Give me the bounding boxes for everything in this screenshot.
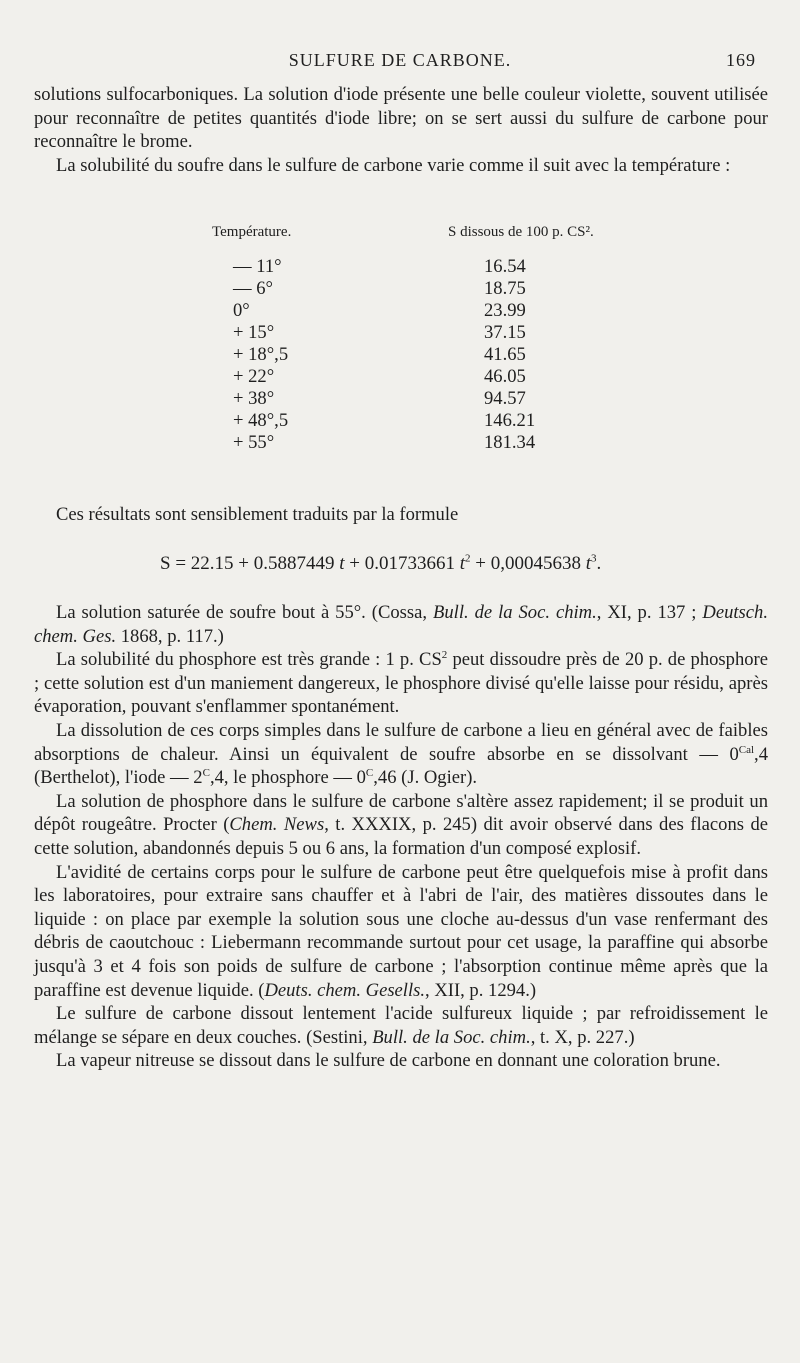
temperature-cell: + 38° [233, 388, 275, 409]
formula-variable: t [459, 553, 466, 574]
temperature-cell: + 48°,5 [233, 410, 289, 431]
paragraph-absorption-use: L'avidité de certains corps pour le sulfure de carbone peut être quelquefois mise à profit dans les laboratoires, pour extraire sans chauffer et à l'abri de l'air, des matières dissoutes dans le liquide : on place par exemple la solution sous une cloche au-dessus d'un vase renfermant des débris de caoutchouc : Liebermann recommande surtout pour cet usage, la paraffine qui absorbe jusqu'à 3 et 4 fois son poids de sulfure de carbone ; l'absorption continue même après que la paraffine est devenue liquide. (Deuts. chem. Gesells., XII, p. 1294.) [34, 861, 768, 1001]
paragraph-phosphorus-alteration: La solution de phosphore dans le sulfure de carbone s'altère assez rapidement; il se produit un dépôt rougeâtre. Procter (Chem. News, t. XXXIX, p. 245) dit avoir observé dans des flacons de cette solution, abandonnés depuis 5 ou 6 ans, la formation d'un composé explosif. [34, 790, 768, 859]
table-row [0, 322, 800, 346]
column-header-temperature: Température. [212, 224, 292, 240]
formula-exponent: 2 [465, 552, 471, 565]
temperature-cell: + 15° [233, 322, 275, 343]
paragraph-nitrous-vapor: La vapeur nitreuse se dissout dans le sulfure de carbone en donnant une coloration brune. [56, 1050, 721, 1072]
solubility-cell: 94.57 [484, 388, 526, 409]
temperature-cell: — 6° [233, 278, 273, 299]
temperature-cell: + 55° [233, 432, 275, 453]
solubility-cell: 37.15 [484, 322, 526, 343]
formula-exponent: 3 [591, 552, 597, 565]
temperature-cell: — 11° [233, 256, 282, 277]
formula-part: + 0.01733661 [344, 553, 460, 574]
solubility-cell: 146.21 [484, 410, 536, 431]
temperature-cell: + 22° [233, 366, 275, 387]
temperature-cell: + 18°,5 [233, 344, 289, 365]
page-number: 169 [726, 50, 756, 70]
formula-variable: t [339, 553, 345, 574]
table-row [0, 366, 800, 390]
solubility-cell: 46.05 [484, 366, 526, 387]
table-row [0, 300, 800, 324]
column-header-dissolved: S dissous de 100 p. CS². [448, 224, 594, 240]
text-block-formula-intro [34, 503, 768, 527]
formula-part: . [596, 553, 602, 574]
solubility-cell: 181.34 [484, 432, 536, 453]
temperature-cell: 0° [233, 300, 250, 321]
formula-intro: Ces résultats sont sensiblement traduits par la formule [56, 504, 459, 525]
solubility-cell: 18.75 [484, 278, 526, 299]
solubility-cell: 16.54 [484, 256, 526, 277]
table-row [0, 278, 800, 302]
paragraph-sulfurous-acid: Le sulfure de carbone dissout lentement l'acide sulfureux liquide ; par refroidissement le mélange se sépare en deux couches. (Sestini, Bull. de la Soc. chim., t. X, p. 227.) [34, 1003, 768, 1048]
text-block-top [34, 83, 768, 177]
formula-part: + 0,00045638 [470, 553, 586, 574]
running-head [0, 50, 800, 74]
paragraph-heat-absorption: La dissolution de ces corps simples dans le sulfure de carbone a lieu en général avec de faibles absorptions de chaleur. Ainsi un équivalent de soufre absorbe en se dissolvant — $0^{Cal},4$ (Berthelot), l'iode — $2^C,4$, le phosphore — $0^C,46$ (J. Ogier). [34, 719, 768, 789]
table-row [0, 256, 800, 280]
paragraph-phosphorus-solubility: La solubilité du phosphore est très grande : 1 p. $CS^2$ peut dissoudre près de 20 p. de phosphore ; cette solution est d'un maniement dangereux, le phosphore divisé qu'elle laisse pour résidu, après évaporation, pouvant s'enflammer spontanément. [34, 649, 768, 718]
table-row [0, 344, 800, 368]
running-title: SULFURE DE CARBONE. [288, 50, 512, 70]
text-block-main [34, 601, 768, 1073]
paragraph-boiling: La solution saturée de soufre bout à 55°. (Cossa, Bull. de la Soc. chim., XI, p. 137 ; Deutsch. chem. Ges. 1868, p. 117.) [34, 602, 768, 647]
solubility-cell: 23.99 [484, 300, 526, 321]
table-row [0, 432, 800, 456]
formula-part: S = 22.15 + 0.5887449 [160, 553, 340, 574]
table-row [0, 388, 800, 412]
solubility-formula [160, 553, 760, 575]
solubility-cell: 41.65 [484, 344, 526, 365]
table-header [0, 224, 800, 244]
paragraph-sulfur-solubility: La solubilité du soufre dans le sulfure de carbone varie comme il suit avec la température : [56, 154, 731, 176]
table-row [0, 410, 800, 434]
formula-variable: t [585, 553, 592, 574]
paragraph-iodine: solutions sulfocarboniques. La solution d'iode présente une belle couleur violette, souvent utilisée pour reconnaître de petites quantités d'iode libre; on se sert aussi du sulfure de carbone pour reconnaître le brome. [34, 84, 768, 153]
